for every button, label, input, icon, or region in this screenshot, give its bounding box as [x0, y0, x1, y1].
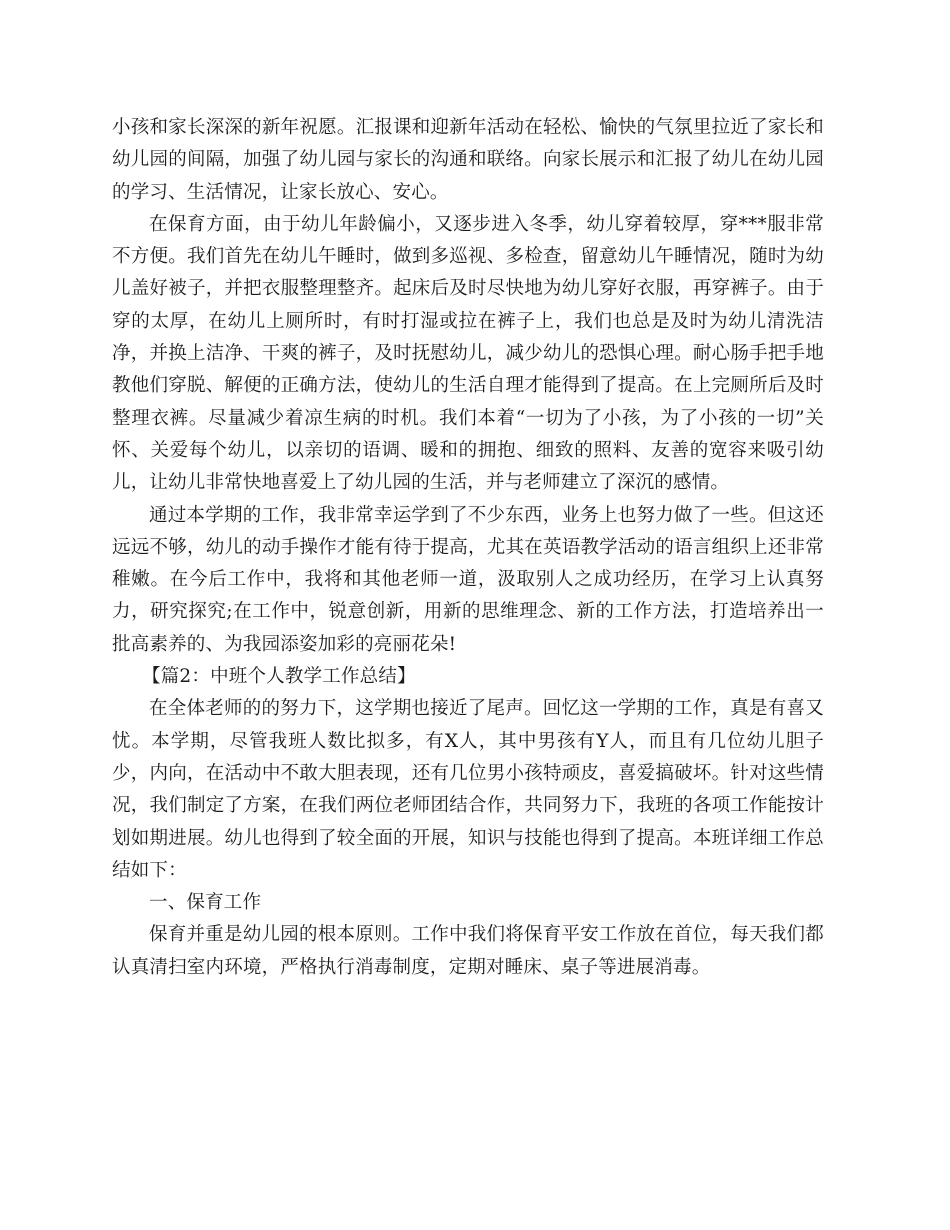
section-heading: 【篇2：中班个人教学工作总结】: [142, 666, 416, 688]
paragraph-intro: 在全体老师的的努力下，这学期也接近了尾声。回忆这一学期的工作，真是有喜又忧。本学期，尽管我班人数比拟多，有X人，其中男孩有Y人，而且有几位幼儿胆子少，内向，在活动中不敢大胆表现，还有几位男小孩特顽皮，喜爱搞破坏。针对这些情况，我们制定了方案，在我们两位老师团结合作，共同努力下，我班的各项工作能按计划如期进展。幼儿也得到了较全面的开展，知识与技能也得到了提高。本班详细工作总结如下：: [112, 698, 824, 881]
paragraph-nursing: 在保育方面，由于幼儿年龄偏小，又逐步进入冬季，幼儿穿着较厚，穿***服非常不方便。我们首先在幼儿午睡时，做到多巡视、多检查，留意幼儿午睡情况，随时为幼儿盖好被子，并把衣服整理整齐。起床后及时尽快地为幼儿穿好衣服，再穿裤子。由于穿的太厚，在幼儿上厕所时，有时打湿或拉在裤子上，我们也总是及时为幼儿清洗洁净，并换上洁净、干爽的裤子，及时抚慰幼儿，减少幼儿的恐惧心理。耐心肠手把手地教他们穿脱、解便的正确方法，使幼儿的生活自理才能得到了提高。在上完厕所后及时整理衣裤。尽量减少着凉生病的时机。我们本着“一切为了小孩，为了小孩的一切”关怀、关爱每个幼儿，以亲切的语调、暖和的拥抱、细致的照料、友善的宽容来吸引幼儿，让幼儿非常快地喜爱上了幼儿园的生活，并与老师建立了深沉的感情。: [112, 213, 824, 494]
paragraph-continued: 小孩和家长深深的新年祝愿。汇报课和迎新年活动在轻松、愉快的气氛里拉近了家长和幼儿园的间隔，加强了幼儿园与家长的沟通和联络。向家长展示和汇报了幼儿在幼儿园的学习、生活情况，让家长放心、安心。: [112, 117, 824, 203]
subheading-care-work: 一、保育工作: [149, 892, 262, 914]
paragraph-care-work: 保育并重是幼儿园的根本原则。工作中我们将保育平安工作放在首位，每天我们都认真清扫室内环境，严格执行消毒制度，定期对睡床、桌子等进展消毒。: [112, 924, 824, 978]
document-body: [112, 112, 824, 984]
paragraph-reflection: 通过本学期的工作，我非常幸运学到了不少东西，业务上也努力做了一些。但这还远远不够，幼儿的动手操作才能有待于提高，尤其在英语教学活动的语言组织上还非常稚嫩。在今后工作中，我将和其他老师一道，汲取别人之成功经历，在学习上认真努力，研究探究;在工作中，锐意创新，用新的思维理念、新的工作方法，打造培养出一批高素养的、为我园添姿加彩的亮丽花朵!: [112, 504, 824, 655]
